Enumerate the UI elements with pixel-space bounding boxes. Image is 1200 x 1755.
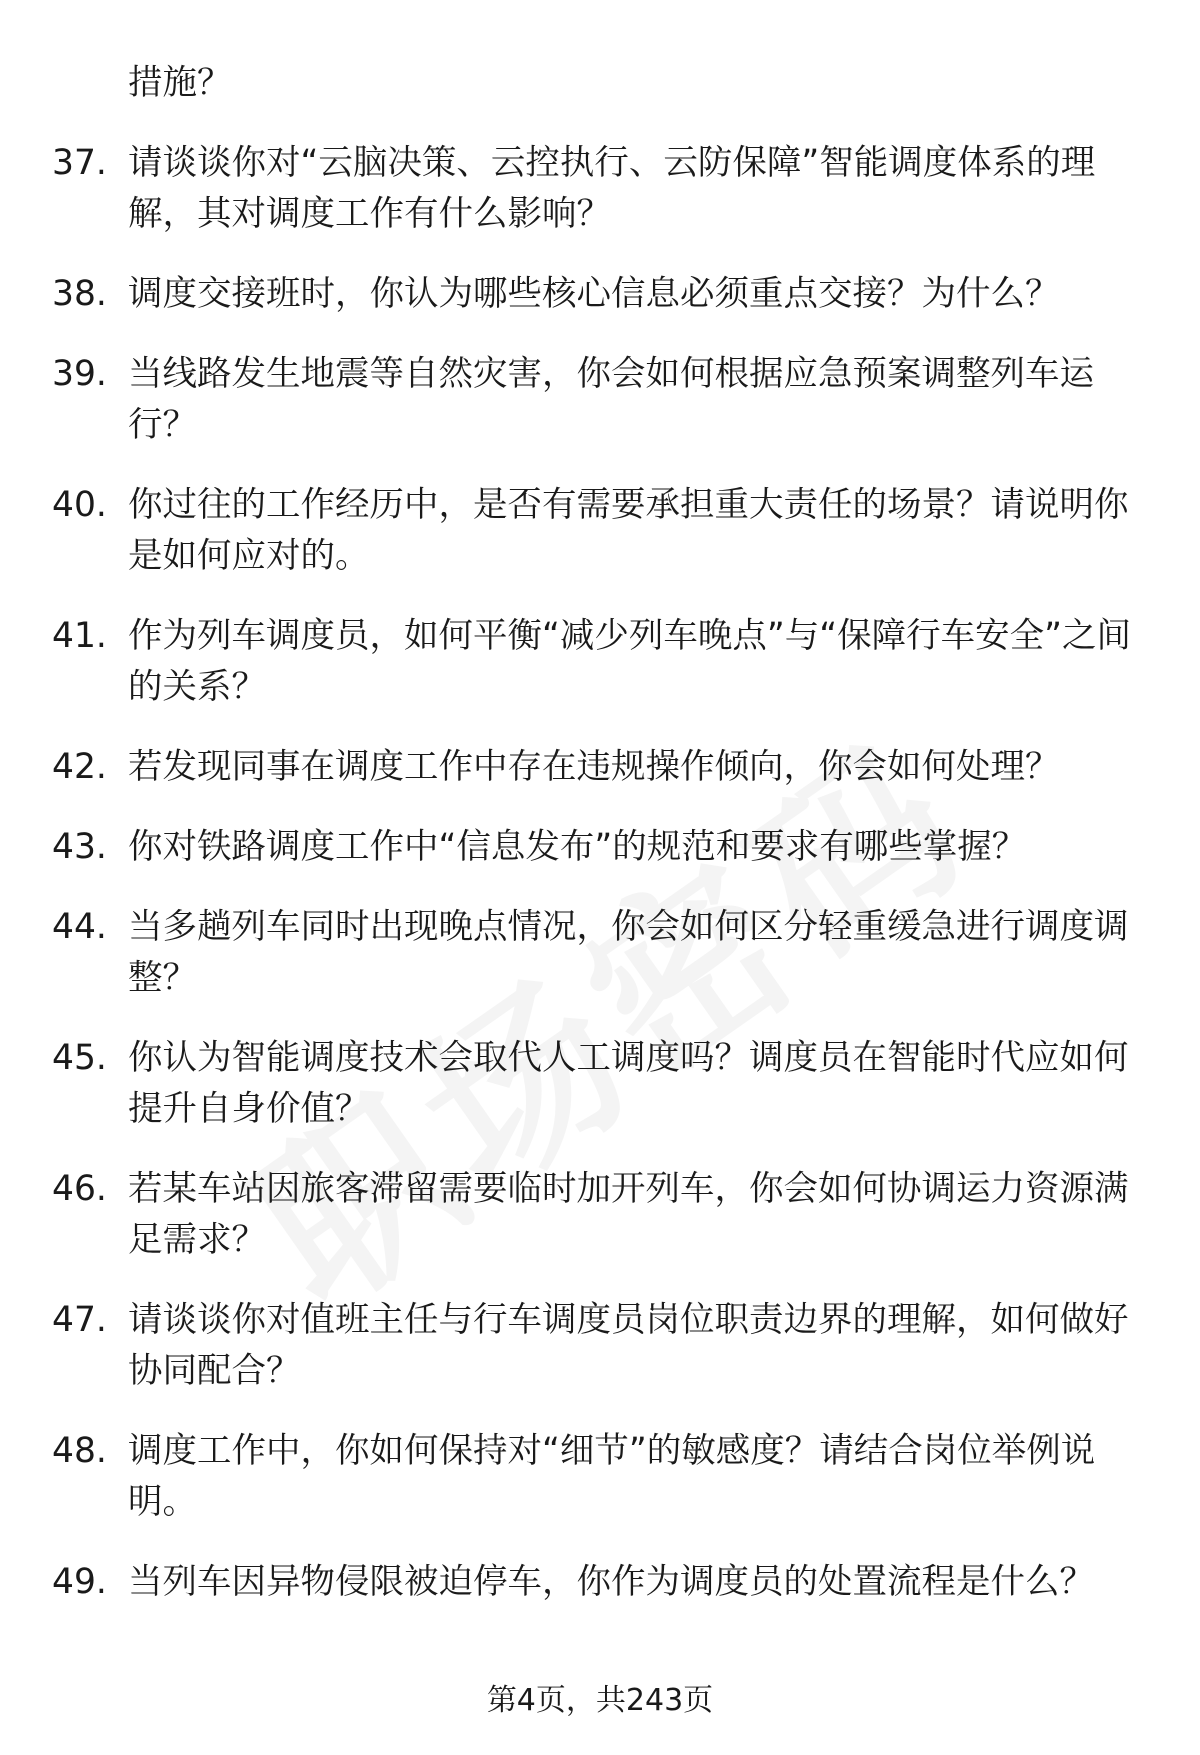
question-number: 37. — [52, 143, 107, 183]
question-number: 49. — [52, 1562, 107, 1602]
question-number: 45. — [52, 1038, 107, 1078]
question-text: 调度交接班时，你认为哪些核心信息必须重点交接？为什么？ — [128, 274, 1060, 314]
question-list — [0, 58, 1200, 1637]
question-text: 当列车因异物侵限被迫停车，你作为调度员的处置流程是什么？ — [128, 1562, 1094, 1602]
page-footer: 第4页，共243页 — [486, 1683, 714, 1718]
question-text: 请谈谈你对值班主任与行车调度员岗位职责边界的理解，如何做好协同配合？ — [128, 1300, 1129, 1391]
question-number: 44. — [52, 907, 107, 947]
list-item — [0, 1557, 1200, 1608]
list-item — [0, 611, 1200, 713]
continuation-text: 措施？ — [128, 63, 232, 103]
list-item — [0, 822, 1200, 873]
question-text: 若发现同事在调度工作中存在违规操作倾向，你会如何处理？ — [128, 747, 1060, 787]
question-text: 若某车站因旅客滞留需要临时加开列车，你会如何协调运力资源满足需求？ — [128, 1169, 1129, 1260]
question-number: 48. — [52, 1431, 107, 1471]
list-item — [0, 269, 1200, 320]
question-text: 你认为智能调度技术会取代人工调度吗？调度员在智能时代应如何提升自身价值？ — [128, 1038, 1129, 1129]
list-item — [0, 902, 1200, 1004]
question-text: 你对铁路调度工作中“信息发布”的规范和要求有哪些掌握？ — [128, 827, 1027, 867]
list-item — [0, 138, 1200, 240]
question-text: 当多趟列车同时出现晚点情况，你会如何区分轻重缓急进行调度调整？ — [128, 907, 1129, 998]
list-item — [0, 1033, 1200, 1135]
question-number: 46. — [52, 1169, 107, 1209]
question-number: 41. — [52, 616, 107, 656]
question-text: 作为列车调度员，如何平衡“减少列车晚点”与“保障行车安全”之间的关系？ — [128, 616, 1131, 707]
question-number: 40. — [52, 485, 107, 525]
question-number: 43. — [52, 827, 107, 867]
question-number: 38. — [52, 274, 107, 314]
list-item — [0, 349, 1200, 451]
list-item — [0, 1164, 1200, 1266]
list-item — [0, 1295, 1200, 1397]
question-text: 当线路发生地震等自然灾害，你会如何根据应急预案调整列车运行？ — [128, 354, 1094, 445]
question-number: 39. — [52, 354, 107, 394]
question-text: 请谈谈你对“云脑决策、云控执行、云防保障”智能调度体系的理解，其对调度工作有什么影响？ — [128, 143, 1096, 234]
question-number: 42. — [52, 747, 107, 787]
list-item — [0, 1426, 1200, 1528]
question-text: 调度工作中，你如何保持对“细节”的敏感度？请结合岗位举例说明。 — [128, 1431, 1096, 1522]
list-item — [0, 742, 1200, 793]
list-item — [0, 480, 1200, 582]
question-number: 47. — [52, 1300, 107, 1340]
question-text: 你过往的工作经历中，是否有需要承担重大责任的场景？请说明你是如何应对的。 — [128, 485, 1129, 576]
